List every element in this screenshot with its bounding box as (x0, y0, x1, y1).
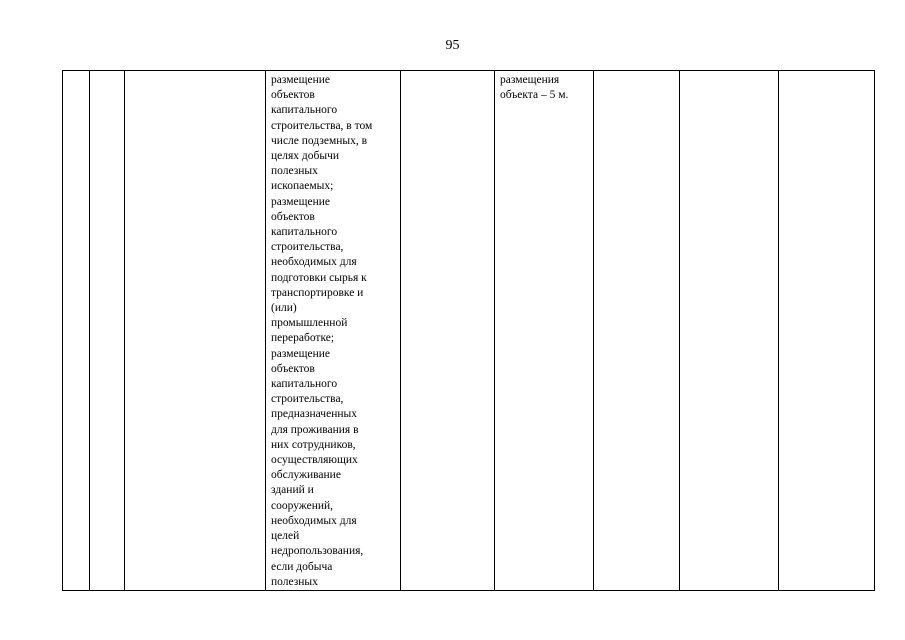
page-number: 95 (445, 38, 460, 53)
table-cell-col9 (779, 71, 875, 591)
table-cell-col7 (594, 71, 680, 591)
table-cell-col3 (125, 71, 266, 591)
table-cell-permitted-use: размещение объектов капитального строительства, в том числе подземных, в целях добычи полезных ископаемых; размещение объектов капитального строительства, необходимых для подготовки сырья к транспортировке и (или) промышленной переработке; размещение объектов капитального строительства, предназначенных для проживания в них сотрудников, осуществляющих обслуживание зданий и сооружений, необходимых для целей недропользования, если добыча полезных (266, 71, 401, 591)
table-cell-col2 (90, 71, 125, 591)
table-cell-col5 (401, 71, 495, 591)
table-row (63, 71, 875, 591)
table-cell-col1 (63, 71, 90, 591)
document-table (62, 70, 875, 591)
table-cell-setback: размещения объекта – 5 м. (495, 71, 594, 591)
table-cell-col8 (680, 71, 779, 591)
